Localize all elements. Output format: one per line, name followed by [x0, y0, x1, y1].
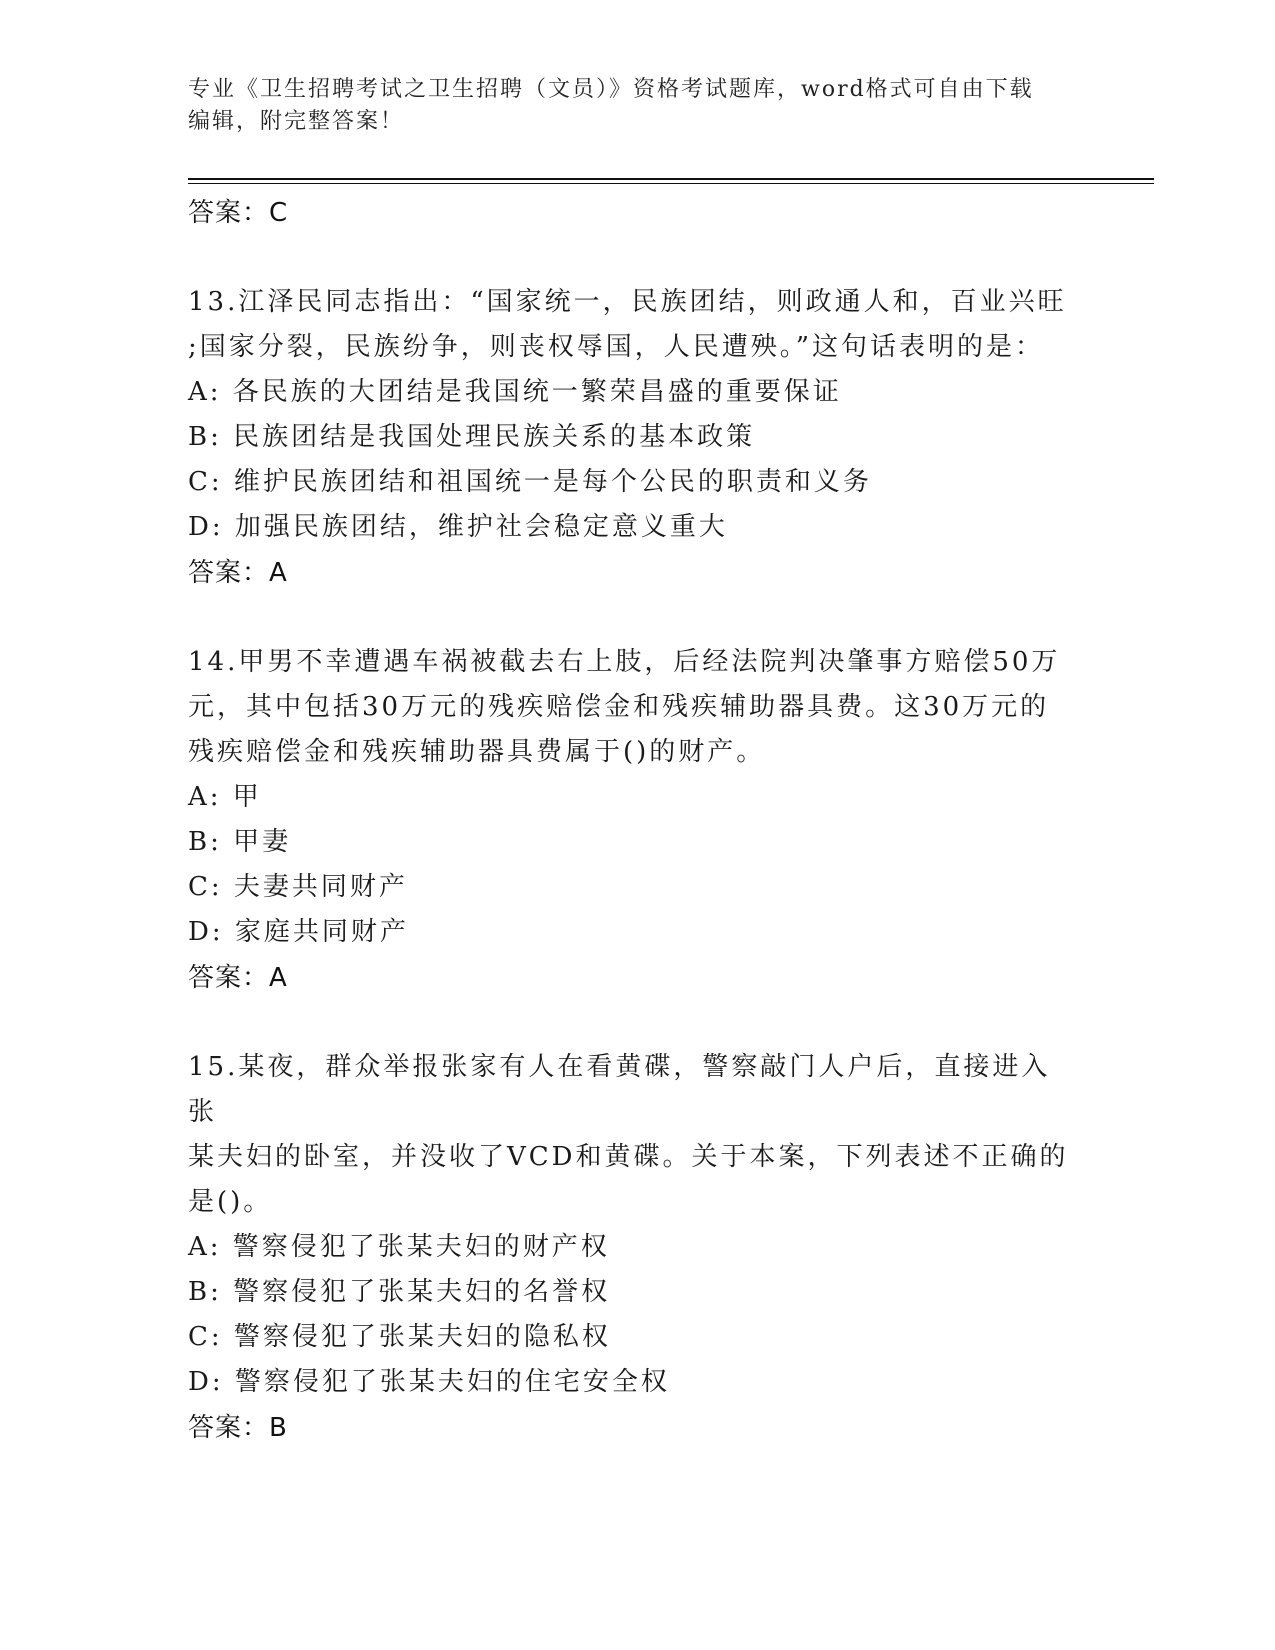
option-c: C: 警察侵犯了张某夫妇的隐私权	[188, 1322, 611, 1352]
option-d: D: 加强民族团结，维护社会稳定意义重大	[188, 512, 728, 542]
header-divider-thick	[188, 178, 1154, 180]
option-a: A: 警察侵犯了张某夫妇的财产权	[188, 1232, 610, 1262]
option-b: B: 警察侵犯了张某夫妇的名誉权	[188, 1277, 611, 1307]
question-list	[188, 190, 1078, 1451]
question-stem-line: 某夫妇的卧室，并没收了VCD和黄碟。关于本案，下列表述不正确的	[188, 1142, 1069, 1172]
question-stem-line: ;国家分裂，民族纷争，则丧权辱国，人民遭殃。”这句话表明的是：	[188, 332, 1045, 362]
answer: 答案：A	[188, 558, 288, 588]
option-b: B: 民族团结是我国处理民族关系的基本政策	[188, 422, 756, 452]
answer: 答案：A	[188, 963, 288, 993]
question-13	[188, 280, 1078, 596]
option-c: C: 夫妻共同财产	[188, 872, 408, 902]
header-divider-thin	[188, 183, 1154, 184]
option-a: A: 各民族的大团结是我国统一繁荣昌盛的重要保证	[188, 377, 842, 407]
option-c: C: 维护民族团结和祖国统一是每个公民的职责和义务	[188, 467, 872, 497]
answer: 答案：B	[188, 1413, 288, 1443]
question-stem-line: 是()。	[188, 1187, 273, 1217]
question-15	[188, 1045, 1078, 1451]
header-line-1: 专业《卫生招聘考试之卫生招聘（文员）》资格考试题库，word格式可自由下载	[188, 77, 1034, 102]
question-stem-line: 15.某夜，群众举报张家有人在看黄碟，警察敲门人户后，直接进入张	[188, 1052, 1051, 1127]
question-stem-line: 残疾赔偿金和残疾辅助器具费属于()的财产。	[188, 737, 766, 767]
question-14	[188, 640, 1078, 1001]
option-a: A: 甲	[188, 782, 262, 812]
document-header	[188, 74, 1068, 138]
option-d: D: 警察侵犯了张某夫妇的住宅安全权	[188, 1367, 670, 1397]
question-stem-line: 13.江泽民同志指出：“国家统一，民族团结，则政通人和，百业兴旺	[188, 287, 1067, 317]
question-stem-line: 14.甲男不幸遭遇车祸被截去右上肢，后经法院判决肇事方赔偿50万	[188, 647, 1061, 677]
option-d: D: 家庭共同财产	[188, 917, 409, 947]
previous-answer: 答案：C	[188, 198, 289, 228]
option-b: B: 甲妻	[188, 827, 292, 857]
header-line-2: 编辑，附完整答案！	[188, 109, 405, 134]
question-stem-line: 元，其中包括30万元的残疾赔偿金和残疾辅助器具费。这30万元的	[188, 692, 1050, 722]
